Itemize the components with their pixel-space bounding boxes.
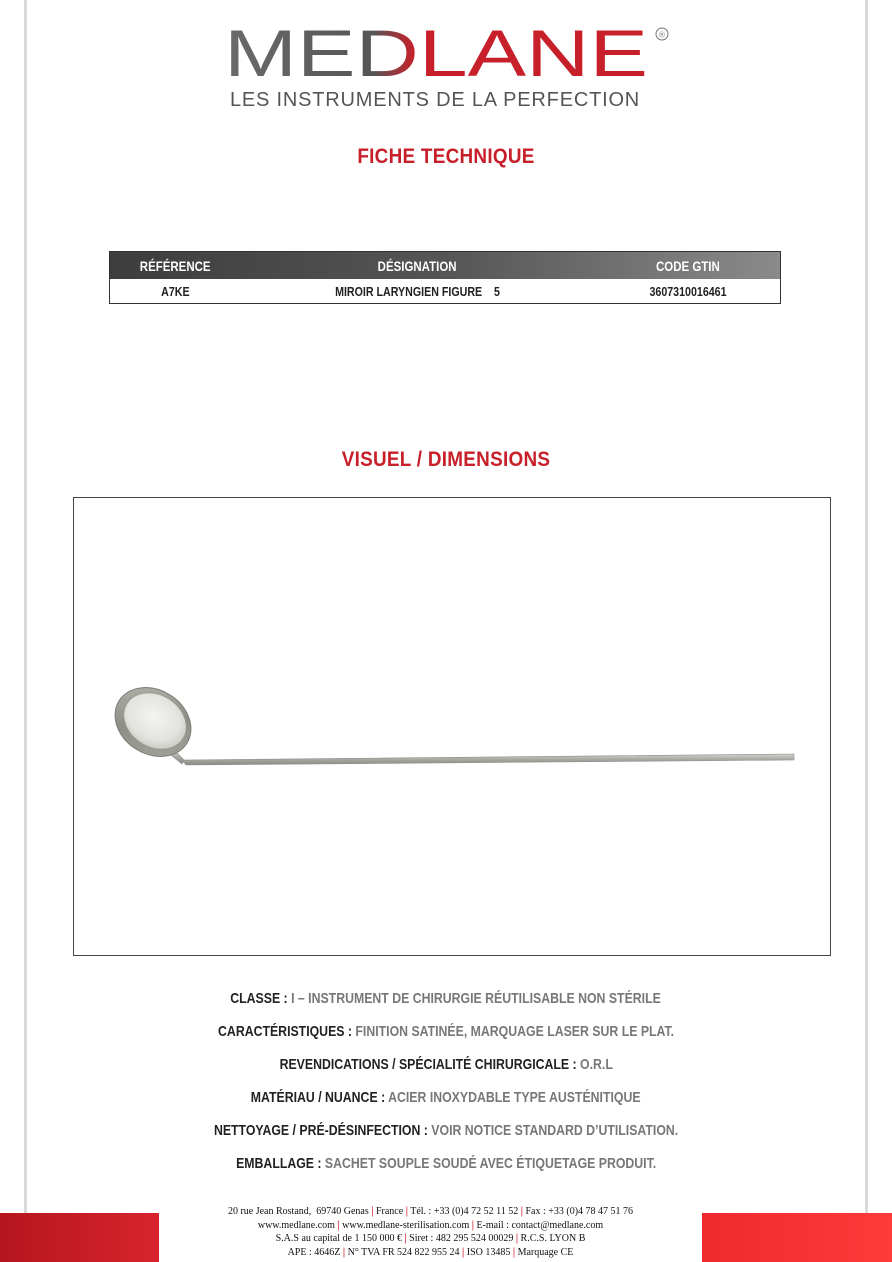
fiche-technique-title: FICHE TECHNIQUE [357, 145, 535, 168]
cell-gtin: 3607310016461 [648, 283, 727, 299]
header-code-gtin: CODE GTIN [655, 257, 720, 274]
header-reference: RÉFÉRENCE [139, 257, 211, 274]
footer-line-legal: S.A.S au capital de 1 150 000 € | Siret : 482 295 524 00029 | R.C.S. LYON B [275, 1233, 586, 1244]
spec-emballage: EMBALLAGE : SACHET SOUPLE SOUDÉ AVEC ÉTIQUETAGE PRODUIT. [235, 1155, 657, 1172]
sterilisation-website-link[interactable]: www.medlane-sterilisation.com [342, 1219, 470, 1231]
cell-reference: A7KE [160, 283, 190, 299]
product-visual-box [73, 497, 831, 956]
footer-bar-right [702, 1213, 892, 1262]
registered-mark: ® [659, 30, 665, 40]
cell-designation: MIROIR LARYNGIEN FIGURE 5 [335, 283, 500, 299]
spec-revendications: REVENDICATIONS / SPÉCIALITÉ CHIRURGICALE : O.R.L [279, 1056, 613, 1073]
reference-table [109, 251, 781, 304]
logo-wordmark: MEDLANE [224, 18, 648, 88]
visuel-dimensions-title: VISUEL / DIMENSIONS [341, 448, 551, 471]
spec-caracteristiques: CARACTÉRISTIQUES : FINITION SATINÉE, MARQUAGE LASER SUR LE PLAT. [217, 1023, 675, 1040]
laryngeal-mirror-illustration [74, 498, 832, 957]
email-link[interactable]: E-mail : contact@medlane.com [476, 1219, 604, 1231]
brand-tagline: LES INSTRUMENTS DE LA PERFECTION [229, 89, 641, 111]
footer-line-web: www.medlane.com | www.medlane-sterilisation.com | E-mail : contact@medlane.com [257, 1219, 604, 1231]
spec-classe: CLASSE : I – INSTRUMENT DE CHIRURGIE RÉUTILISABLE NON STÉRILE [230, 990, 662, 1007]
header-designation: DÉSIGNATION [378, 257, 457, 274]
footer-bar-left [0, 1213, 159, 1262]
spec-nettoyage: NETTOYAGE / PRÉ-DÉSINFECTION : VOIR NOTICE STANDARD D’UTILISATION. [213, 1122, 679, 1139]
spec-materiau: MATÉRIAU / NUANCE : ACIER INOXYDABLE TYPE AUSTÉNITIQUE [251, 1089, 641, 1106]
company-footer [159, 1205, 702, 1259]
specifications-list [0, 988, 892, 1186]
table-row [110, 279, 780, 303]
table-header-row [110, 252, 780, 279]
footer-line-address: 20 rue Jean Rostand, 69740 Genas | France | Tél. : +33 (0)4 72 52 11 52 | Fax : +33 (0)4 78 47 51 76 [227, 1206, 634, 1217]
website-link[interactable]: www.medlane.com [257, 1219, 335, 1231]
footer-line-certifications: APE : 4646Z | N° TVA FR 524 822 955 24 | ISO 13485 | Marquage CE [287, 1246, 574, 1258]
